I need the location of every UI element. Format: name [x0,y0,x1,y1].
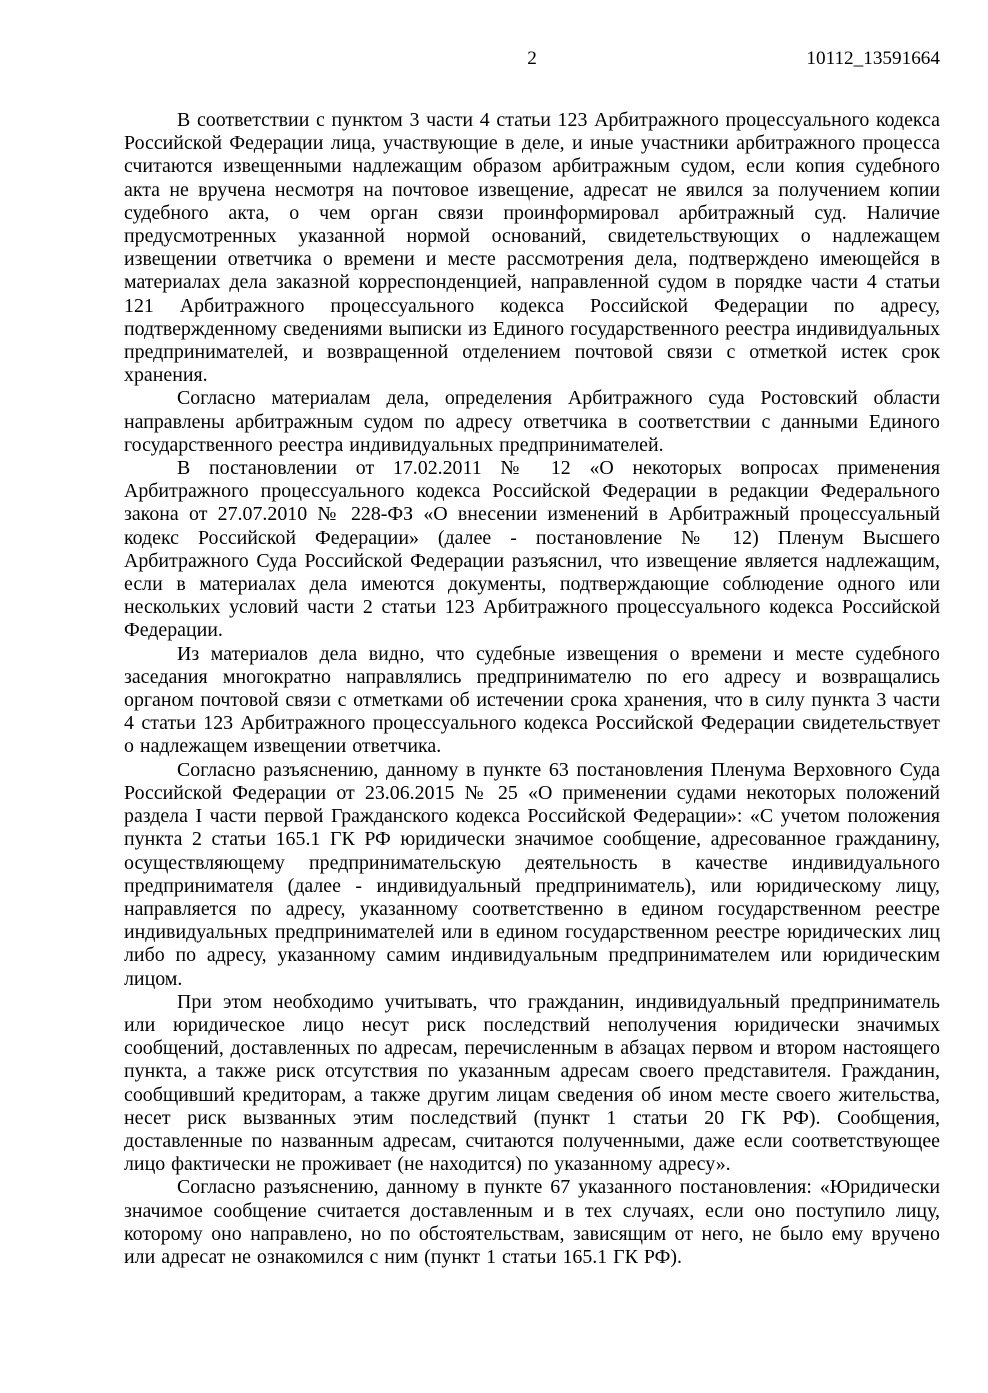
paragraph-7: Согласно разъяснению, данному в пункте 67 указанного постановления: «Юридически значимое сообщение считается доставленным и в тех случаях, если оно поступило лицу, которому оно направлено, но по обстоятельствам, зависящим от него, не было ему вручено или адресат не ознакомился с ним (пункт 1 статьи 165.1 ГК РФ). [124,1176,940,1268]
paragraph-5: Согласно разъяснению, данному в пункте 63 постановления Пленума Верховного Суда Российской Федерации от 23.06.2015 № 25 «О применении судами некоторых положений раздела I части первой Гражданского кодекса Российской Федерации»: «С учетом положения пункта 2 статьи 165.1 ГК РФ юридически значимое сообщение, адресованное гражданину, осуществляющему предпринимательскую деятельность в качестве индивидуального предпринимателя (далее - индивидуальный предприниматель), или юридическому лицу, направляется по адресу, указанному соответственно в едином государственном реестре индивидуальных предпринимателей или в едином государственном реестре юридических лиц либо по адресу, указанному самим индивидуальным предпринимателем или юридическим лицом. [124,758,940,990]
document-body [124,109,940,1269]
page-header [124,47,940,71]
paragraph-3: В постановлении от 17.02.2011 № 12 «О некоторых вопросах применения Арбитражного процессуального кодекса Российской Федерации в редакции Федерального закона от 27.07.2010 № 228-ФЗ «О внесении изменений в Арбитражный процессуальный кодекс Российской Федерации» (далее - постановление № 12) Пленум Высшего Арбитражного Суда Российской Федерации разъяснил, что извещение является надлежащим, если в материалах дела имеются документы, подтверждающие соблюдение одного или нескольких условий части 2 статьи 123 Арбитражного процессуального кодекса Российской Федерации. [124,457,940,642]
paragraph-1: В соответствии с пунктом 3 части 4 статьи 123 Арбитражного процессуального кодекса Российской Федерации лица, участвующие в деле, и иные участники арбитражного процесса считаются извещенными надлежащим образом арбитражным судом, если копия судебного акта не вручена несмотря на почтовое извещение, адресат не явился за получением копии судебного акта, о чем орган связи проинформировал арбитражный суд. Наличие предусмотренных указанной нормой оснований, свидетельствующих о надлежащем извещении ответчика о времени и месте рассмотрения дела, подтверждено имеющейся в материалах дела заказной корреспонденцией, направленной судом в порядке части 4 статьи 121 Арбитражного процессуального кодекса Российской Федерации по адресу, подтвержденному сведениями выписки из Единого государственного реестра индивидуальных предпринимателей, и возвращенной отделением почтовой связи с отметкой истек срок хранения. [124,109,940,387]
page-number: 2 [527,48,537,69]
paragraph-6: При этом необходимо учитывать, что гражданин, индивидуальный предприниматель или юридическое лицо несут риск последствий неполучения юридически значимых сообщений, доставленных по адресам, перечисленным в абзацах первом и втором настоящего пункта, а также риск отсутствия по указанным адресам своего представителя. Гражданин, сообщивший кредиторам, а также другим лицам сведения об ином месте своего жительства, несет риск вызванных этим последствий (пункт 1 статьи 20 ГК РФ). Сообщения, доставленные по названным адресам, считаются полученными, даже если соответствующее лицо фактически не проживает (не находится) по указанному адресу». [124,990,940,1176]
paragraph-2: Согласно материалам дела, определения Арбитражного суда Ростовский области направлены арбитражным судом по адресу ответчика в соответствии с данными Единого государственного реестра индивидуальных предпринимателей. [124,387,940,456]
paragraph-4: Из материалов дела видно, что судебные извещения о времени и месте судебного заседания многократно направлялись предпринимателю по его адресу и возвращались органом почтовой связи с отметками об истечении срока хранения, что в силу пункта 3 части 4 статьи 123 Арбитражного процессуального кодекса Российской Федерации свидетельствует о надлежащем извещении ответчика. [124,642,940,758]
document-id: 10112_13591664 [806,48,940,69]
